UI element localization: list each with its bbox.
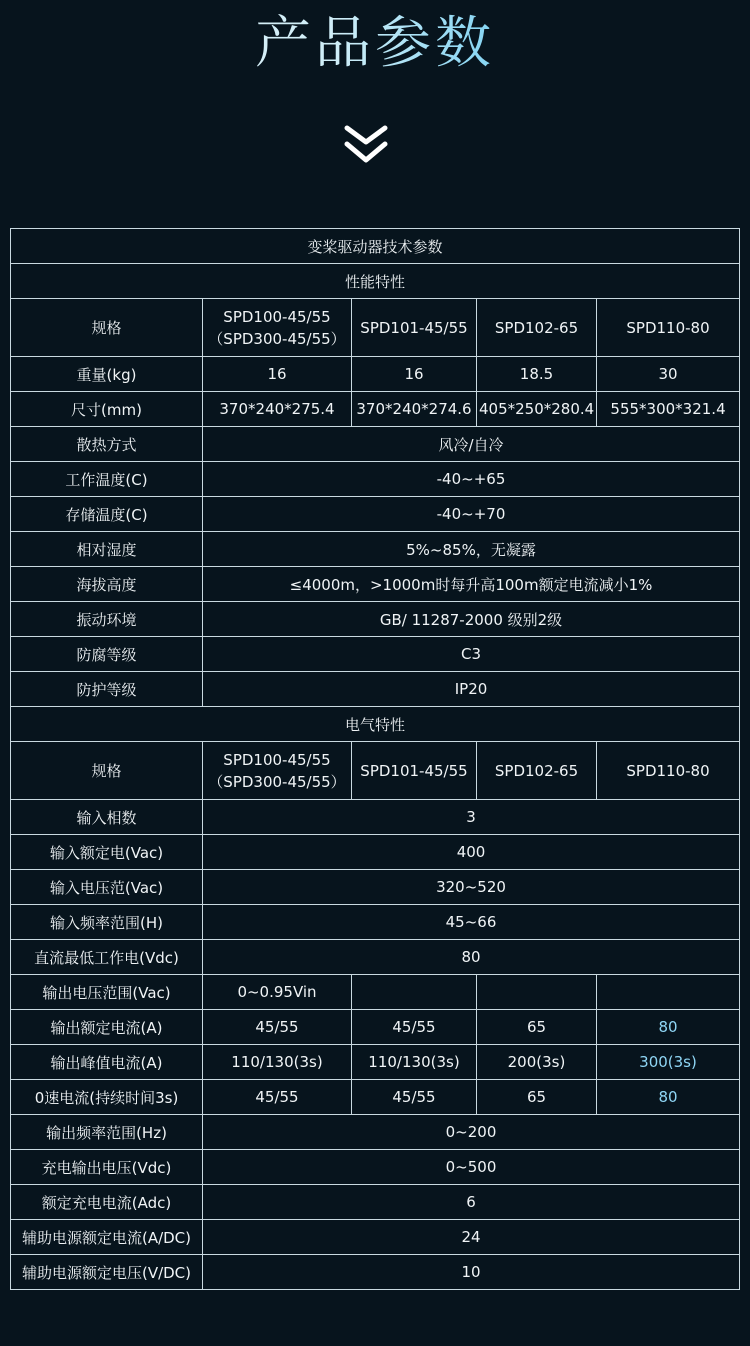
row-label: 振动环境 [11, 602, 203, 637]
model-alt-name: （SPD300-45/55） [208, 329, 346, 348]
value-cell: 45/55 [203, 1080, 352, 1115]
value-cell: IP20 [203, 672, 740, 707]
value-cell: 16 [203, 357, 352, 392]
row-label: 辅助电源额定电压(V/DC) [11, 1255, 203, 1290]
model-name: SPD100-45/55 [223, 307, 331, 326]
model-cell: SPD102-65 [477, 299, 597, 357]
spec-table [10, 228, 740, 1290]
value-cell: 80 [597, 1010, 740, 1045]
row-label: 直流最低工作电(Vdc) [11, 940, 203, 975]
value-cell: 0~500 [203, 1150, 740, 1185]
model-cell [203, 742, 352, 800]
section-row-elec [11, 707, 740, 742]
value-cell: -40~+70 [203, 497, 740, 532]
row-label-spec: 规格 [11, 742, 203, 800]
row-label: 0速电流(持续时间3s) [11, 1080, 203, 1115]
value-cell: 风冷/自冷 [203, 427, 740, 462]
table-row [11, 870, 740, 905]
value-cell: 300(3s) [597, 1045, 740, 1080]
value-cell: 320~520 [203, 870, 740, 905]
value-cell: 0~0.95Vin [203, 975, 352, 1010]
table-row [11, 1150, 740, 1185]
row-label: 充电输出电压(Vdc) [11, 1150, 203, 1185]
model-cell: SPD101-45/55 [352, 299, 477, 357]
table-row [11, 800, 740, 835]
table-row [11, 357, 740, 392]
value-cell: 0~200 [203, 1115, 740, 1150]
value-cell: 400 [203, 835, 740, 870]
table-row [11, 975, 740, 1010]
value-cell: 65 [477, 1080, 597, 1115]
row-label-spec: 规格 [11, 299, 203, 357]
table-row [11, 1255, 740, 1290]
value-cell: 405*250*280.4 [477, 392, 597, 427]
table-caption: 变桨驱动器技术参数 [11, 229, 740, 264]
table-row [11, 940, 740, 975]
table-row [11, 672, 740, 707]
table-row [11, 567, 740, 602]
table-row [11, 602, 740, 637]
table-row [11, 1185, 740, 1220]
section-title-elec: 电气特性 [11, 707, 740, 742]
value-cell: 110/130(3s) [352, 1045, 477, 1080]
row-label: 重量(kg) [11, 357, 203, 392]
table-row [11, 497, 740, 532]
table-row [11, 462, 740, 497]
row-label: 存储温度(C) [11, 497, 203, 532]
table-row [11, 637, 740, 672]
row-label: 输出频率范围(Hz) [11, 1115, 203, 1150]
table-caption-row [11, 229, 740, 264]
row-label: 输出额定电流(A) [11, 1010, 203, 1045]
value-cell: 24 [203, 1220, 740, 1255]
empty-cell [352, 975, 477, 1010]
value-cell: -40~+65 [203, 462, 740, 497]
row-label: 防腐等级 [11, 637, 203, 672]
model-cell: SPD101-45/55 [352, 742, 477, 800]
value-cell: 80 [597, 1080, 740, 1115]
model-name: SPD100-45/55 [223, 750, 331, 769]
value-cell: 45/55 [203, 1010, 352, 1045]
row-label: 输入频率范围(H) [11, 905, 203, 940]
value-cell: 80 [203, 940, 740, 975]
row-label: 防护等级 [11, 672, 203, 707]
value-cell: 110/130(3s) [203, 1045, 352, 1080]
double-chevron-down-icon [343, 124, 389, 166]
row-label: 输入相数 [11, 800, 203, 835]
row-label: 海拔高度 [11, 567, 203, 602]
value-cell: 45~66 [203, 905, 740, 940]
value-cell: 555*300*321.4 [597, 392, 740, 427]
value-cell: 30 [597, 357, 740, 392]
table-row [11, 299, 740, 357]
section-title-perf: 性能特性 [11, 264, 740, 299]
value-cell: 10 [203, 1255, 740, 1290]
value-cell: 5%~85%，无凝露 [203, 532, 740, 567]
value-cell: 370*240*274.6 [352, 392, 477, 427]
table-row [11, 427, 740, 462]
model-cell: SPD110-80 [597, 299, 740, 357]
value-cell: 18.5 [477, 357, 597, 392]
table-row [11, 905, 740, 940]
empty-cell [597, 975, 740, 1010]
table-row [11, 1010, 740, 1045]
value-cell: ≤4000m，>1000m时每升高100m额定电流减小1% [203, 567, 740, 602]
table-row [11, 742, 740, 800]
value-cell: 3 [203, 800, 740, 835]
value-cell: 370*240*275.4 [203, 392, 352, 427]
value-cell: 45/55 [352, 1080, 477, 1115]
table-row [11, 1080, 740, 1115]
value-cell: GB/ 11287-2000 级别2级 [203, 602, 740, 637]
value-cell: 6 [203, 1185, 740, 1220]
row-label: 相对湿度 [11, 532, 203, 567]
value-cell: C3 [203, 637, 740, 672]
row-label: 工作温度(C) [11, 462, 203, 497]
value-cell: 16 [352, 357, 477, 392]
value-cell: 65 [477, 1010, 597, 1045]
row-label: 输入电压范(Vac) [11, 870, 203, 905]
page-title: 产品参数 [0, 4, 750, 84]
value-cell: 200(3s) [477, 1045, 597, 1080]
model-alt-name: （SPD300-45/55） [208, 772, 346, 791]
table-row [11, 1220, 740, 1255]
table-row [11, 392, 740, 427]
row-label: 输出峰值电流(A) [11, 1045, 203, 1080]
row-label: 输出电压范围(Vac) [11, 975, 203, 1010]
row-label: 散热方式 [11, 427, 203, 462]
model-cell: SPD110-80 [597, 742, 740, 800]
row-label: 输入额定电(Vac) [11, 835, 203, 870]
section-row-perf [11, 264, 740, 299]
empty-cell [477, 975, 597, 1010]
value-cell: 45/55 [352, 1010, 477, 1045]
row-label: 辅助电源额定电流(A/DC) [11, 1220, 203, 1255]
row-label: 尺寸(mm) [11, 392, 203, 427]
row-label: 额定充电电流(Adc) [11, 1185, 203, 1220]
table-row [11, 532, 740, 567]
model-cell: SPD102-65 [477, 742, 597, 800]
table-row [11, 1045, 740, 1080]
model-cell [203, 299, 352, 357]
table-row [11, 1115, 740, 1150]
table-row [11, 835, 740, 870]
